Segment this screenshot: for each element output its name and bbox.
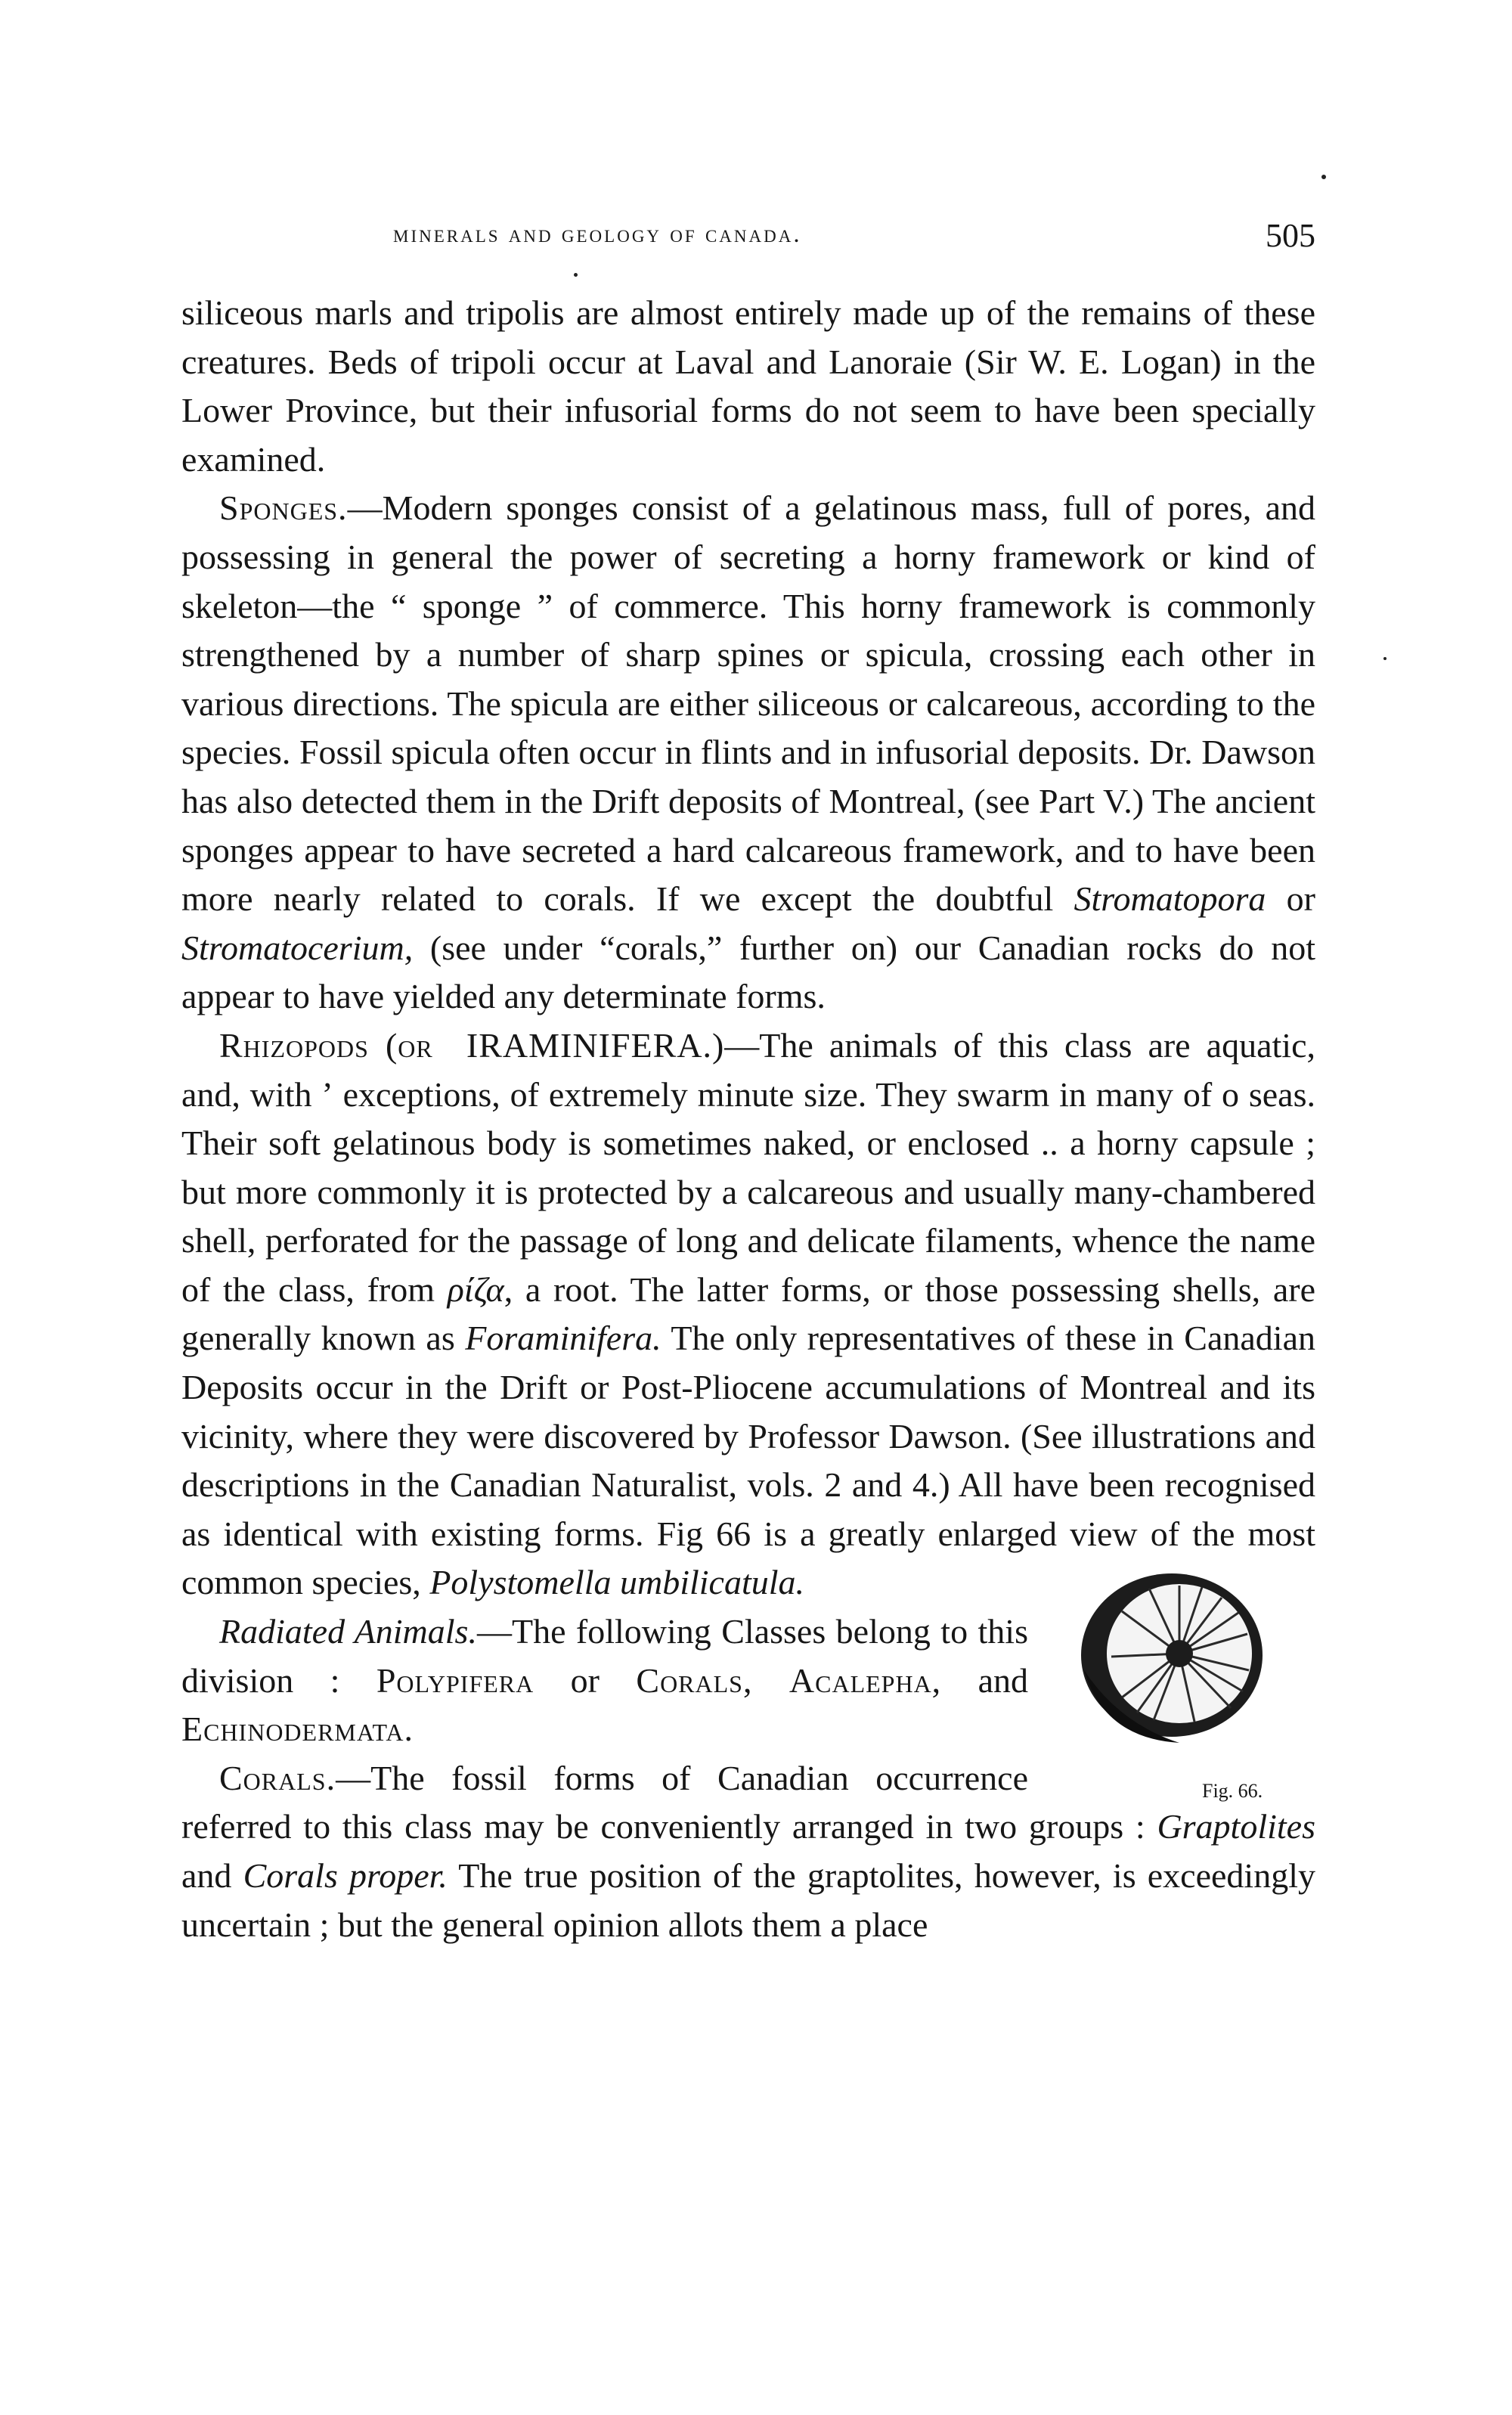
section-heading-rhizopods: Rhizopods (or ‍ ӀRAMINIFERA.) — [219, 1025, 725, 1065]
radiated-text-or: or — [534, 1660, 637, 1700]
paragraph-sponges — [181, 484, 1315, 1021]
corals-text: —The fossil forms of Canadian occurrence referred to this class may be conveniently arranged in two groups : — [181, 1758, 1157, 1846]
print-speck — [1383, 657, 1387, 660]
corals-text-and: and — [181, 1856, 243, 1895]
figure-66 — [1043, 1564, 1315, 1803]
section-heading-radiated-animals: Radiated Animals. — [219, 1612, 477, 1651]
print-speck — [574, 273, 578, 277]
class-polypifera: Polypifera — [376, 1660, 534, 1700]
polystomella-illustration — [1074, 1564, 1285, 1761]
term-foraminifera: Foraminifera. — [465, 1319, 662, 1358]
class-echinodermata: Echinodermata. — [181, 1710, 414, 1749]
corals-text-end: The true position of the graptolites, however, is exceedingly uncertain ; but the general opinion allots them a place — [181, 1856, 1315, 1944]
figure-caption: Fig. 66. — [1202, 1780, 1263, 1803]
running-title: minerals and geology of canada. — [393, 221, 802, 248]
term-corals-proper: Corals proper. — [243, 1856, 448, 1895]
running-head — [181, 216, 1315, 262]
term-graptolites: Graptolites — [1157, 1807, 1315, 1846]
rhizopods-text-mid: , a root. The latter forms, or those possessing shells, are generally known as — [181, 1270, 1315, 1358]
sponges-text: —Modern sponges consist of a gelatinous mass, full of pores, and possessing in general the power of secreting a horny framework or kind of skeleton—the “ sponge ” of commerce. This horny framework is commonly strengthened by a number of sharp spines or spicula, crossing each other in various directions. The spicula are either siliceous or calcareous, according to the species. Fossil spicula often occur in flints and in infusorial deposits. Dr. Dawson has also detected them in the Drift deposits of Montreal, (see Part V.) The ancient sponges appear to have secreted a hard calcareous framework, and to have been more nearly related to corals. If we except the doubtful — [181, 488, 1315, 919]
print-speck — [1321, 175, 1326, 179]
section-heading-corals: Corals. — [219, 1758, 336, 1797]
class-corals: Corals, — [636, 1660, 753, 1700]
rhizopods-text: —The animals of this class are aquatic, and, with ʼ exceptions, of extremely minute size. They swarm in many of o seas. Their soft gelatinous body is sometimes naked, or enclosed .. a horny capsule ; but more commonly it is protected by a calcareous and usually many-chambered shell, perforated for the passage of long and delicate filaments, whence the name of the class, from — [181, 1025, 1315, 1309]
rhizopods-text-late: The only representatives of these in Canadian Deposits occur in the Drift or Post-Pliocene accumulations of Montreal and its vicinity, where they were discovered by Professor Dawson. (See illustrations and descriptions in the Canadian Naturalist, vols. 2 and 4.) All have been recognised as identical with existing forms. Fig 66 is a greatly enlarged view of the most common species, — [181, 1319, 1315, 1602]
genus-stromatocerium: Stromatocerium, — [181, 928, 414, 967]
radiated-text-and: and — [941, 1660, 1029, 1700]
sponges-text-or: or — [1266, 879, 1315, 919]
species-name: Polystomella umbilicatula. — [429, 1563, 805, 1602]
radiated-text: —The following Classes belong to this division : — [181, 1612, 1028, 1700]
greek-word: ρίζα — [447, 1270, 504, 1309]
sponges-text-end: (see under “corals,” further on) our Canadian rocks do not appear to have yielded any determinate forms. — [181, 928, 1315, 1016]
genus-stromatopora: Stromatopora — [1074, 879, 1266, 919]
radiated-text-space — [752, 1661, 789, 1700]
paragraph-infusoria-end: siliceous marls and tripolis are almost entirely made up of the remains of these creatures. Beds of tripoli occur at Laval and Lanoraie (Sir W. E. Logan) in the Lower Province, but their infusorial forms do not seem to have been specially examined. — [181, 293, 1315, 479]
section-heading-sponges: Sponges. — [219, 488, 348, 528]
page-number: 505 — [1266, 217, 1315, 254]
body-text — [181, 289, 1315, 1949]
class-acalepha: Acalepha, — [789, 1660, 942, 1700]
